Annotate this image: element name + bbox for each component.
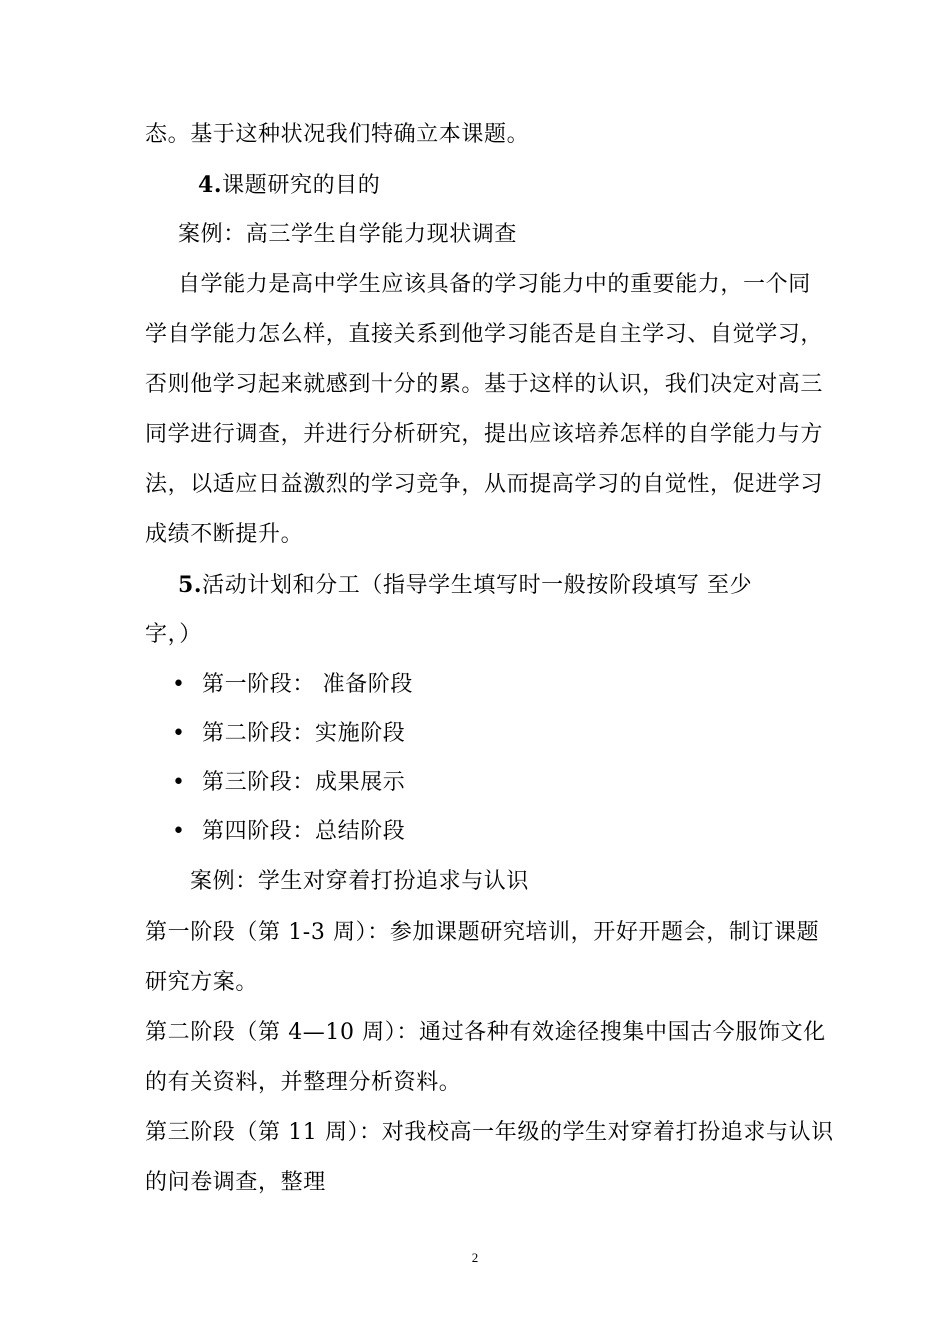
list-item: 第一阶段： 准备阶段 xyxy=(202,672,413,697)
paragraph-line: 的有关资料，并整理分析资料。 xyxy=(145,1070,462,1095)
case-title: 案例：高三学生自学能力现状调查 xyxy=(178,222,518,247)
paragraph-line: 自学能力是高中学生应该具备的学习能力中的重要能力，一个同 xyxy=(178,272,811,297)
paragraph-line: 同学进行调查，并进行分析研究，提出应该培养怎样的自学能力与方 xyxy=(145,422,824,447)
paragraph-line: 成绩不断提升。 xyxy=(145,522,304,547)
paragraph-line: 第一阶段（第 1-3 周）：参加课题研究培训，开好开题会，制订课题 xyxy=(145,920,820,945)
case-title: 案例：学生对穿着打扮追求与认识 xyxy=(190,869,530,894)
paragraph-line: 字，） xyxy=(145,622,202,647)
list-item: 第四阶段：总结阶段 xyxy=(202,819,406,844)
bullet-icon: • xyxy=(172,819,185,844)
heading-number: 5. xyxy=(178,572,203,598)
list-item: 第二阶段：实施阶段 xyxy=(202,721,406,746)
paragraph-line: 研究方案。 xyxy=(145,970,259,995)
bullet-icon: • xyxy=(172,672,185,697)
heading-text: 课题研究的目的 xyxy=(222,173,381,198)
paragraph-line: 态。基于这种状况我们特确立本课题。 xyxy=(145,122,530,147)
paragraph-line: 第二阶段（第 4—10 周）：通过各种有效途径搜集中国古今服饰文化 xyxy=(145,1020,826,1045)
paragraph-line: 第三阶段（第 11 周）：对我校高一年级的学生对穿着打扮追求与认识 xyxy=(145,1120,834,1145)
paragraph-line: 法，以适应日益激烈的学习竞争，从而提高学习的自觉性，促进学习 xyxy=(145,472,824,497)
paragraph-line: 的问卷调查，整理 xyxy=(145,1170,326,1195)
section-heading-5 xyxy=(178,570,843,601)
paragraph-line: 学自学能力怎么样，直接关系到他学习能否是自主学习、自觉学习， xyxy=(145,322,824,347)
paragraph-line: 否则他学习起来就感到十分的累。基于这样的认识，我们决定对高三 xyxy=(145,372,824,397)
bullet-icon: • xyxy=(172,770,185,795)
list-item: 第三阶段：成果展示 xyxy=(202,770,406,795)
page-number: 2 xyxy=(471,1250,479,1265)
section-heading-4 xyxy=(198,170,863,201)
heading-text: 活动计划和分工（指导学生填写时一般按阶段填写 至少 xyxy=(202,573,753,598)
bullet-icon: • xyxy=(172,721,185,746)
heading-number: 4. xyxy=(198,172,223,198)
